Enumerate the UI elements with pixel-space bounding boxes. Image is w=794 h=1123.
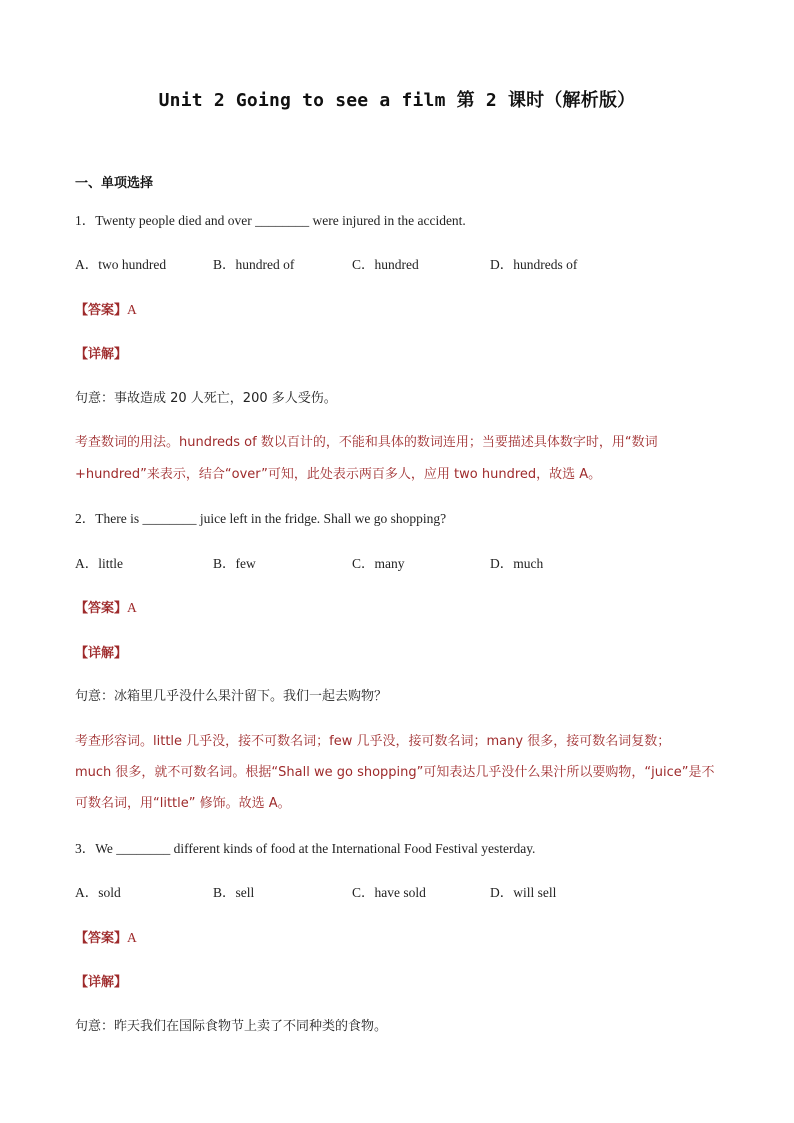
answer-value: A <box>127 302 137 317</box>
question-3-stem: 3．We ________ different kinds of food at the International Food Festival yesterday. <box>75 841 536 856</box>
question-1-explanation-line-2: +hundred”来表示，结合“over”可知，此处表示两百多人，应用 two hundred，故选 A。 <box>75 467 602 482</box>
detail-label: 【详解】 <box>75 975 128 990</box>
question-3-answer <box>75 928 137 949</box>
option-c: C．many <box>352 556 405 571</box>
question-2-options <box>75 554 725 574</box>
option-a: A．sold <box>75 885 121 900</box>
question-2-explanation-line-1: 考查形容词。little 几乎没，接不可数名词；few 几乎没，接可数名词；many 很多，接可数名词复数； <box>75 734 671 749</box>
option-a: A．two hundred <box>75 257 167 272</box>
question-2-detail-label <box>75 643 127 664</box>
question-1-options <box>75 255 725 275</box>
detail-label: 【详解】 <box>75 347 128 362</box>
section-heading: 一、单项选择 <box>75 176 154 191</box>
answer-value: A <box>127 930 137 945</box>
option-b: B．sell <box>213 885 255 900</box>
page-title: Unit 2 Going to see a film 第 2 课时（解析版） <box>158 90 636 111</box>
question-1-detail-label <box>75 344 127 365</box>
question-2-explanation-line-3: 可数名词，用“little” 修饰。故选 A。 <box>75 796 291 811</box>
option-b: B．few <box>213 556 256 571</box>
question-3-meaning: 句意：昨天我们在国际食物节上卖了不同种类的食物。 <box>75 1019 388 1034</box>
option-c: C．hundred <box>352 257 419 272</box>
question-1-stem: 1．Twenty people died and over ________ were injured in the accident. <box>75 213 466 228</box>
detail-label: 【详解】 <box>75 646 128 661</box>
question-3-detail-label <box>75 972 127 993</box>
question-1-answer <box>75 300 137 321</box>
option-d: D．much <box>490 556 544 571</box>
question-2-explanation-line-2: much 很多，就不可数名词。根据“Shall we go shopping”可知表达几乎没什么果汁所以要购物，“juice”是不 <box>75 765 715 780</box>
question-2-meaning: 句意：冰箱里几乎没什么果汁留下。我们一起去购物？ <box>75 689 388 704</box>
option-c: C．have sold <box>352 885 426 900</box>
answer-label: 【答案】 <box>75 931 128 946</box>
option-b: B．hundred of <box>213 257 295 272</box>
option-a: A．little <box>75 556 123 571</box>
question-2-answer <box>75 598 137 619</box>
question-3-options <box>75 883 725 903</box>
question-2-stem: 2．There is ________ juice left in the fridge. Shall we go shopping? <box>75 511 447 526</box>
answer-value: A <box>127 600 137 615</box>
answer-label: 【答案】 <box>75 303 128 318</box>
answer-label: 【答案】 <box>75 601 128 616</box>
option-d: D．hundreds of <box>490 257 578 272</box>
question-1-explanation-line-1: 考查数词的用法。hundreds of 数以百计的，不能和具体的数词连用；当要描述具体数字时，用“数词 <box>75 435 658 450</box>
question-1-meaning: 句意：事故造成 20 人死亡，200 多人受伤。 <box>75 391 337 406</box>
option-d: D．will sell <box>490 885 557 900</box>
